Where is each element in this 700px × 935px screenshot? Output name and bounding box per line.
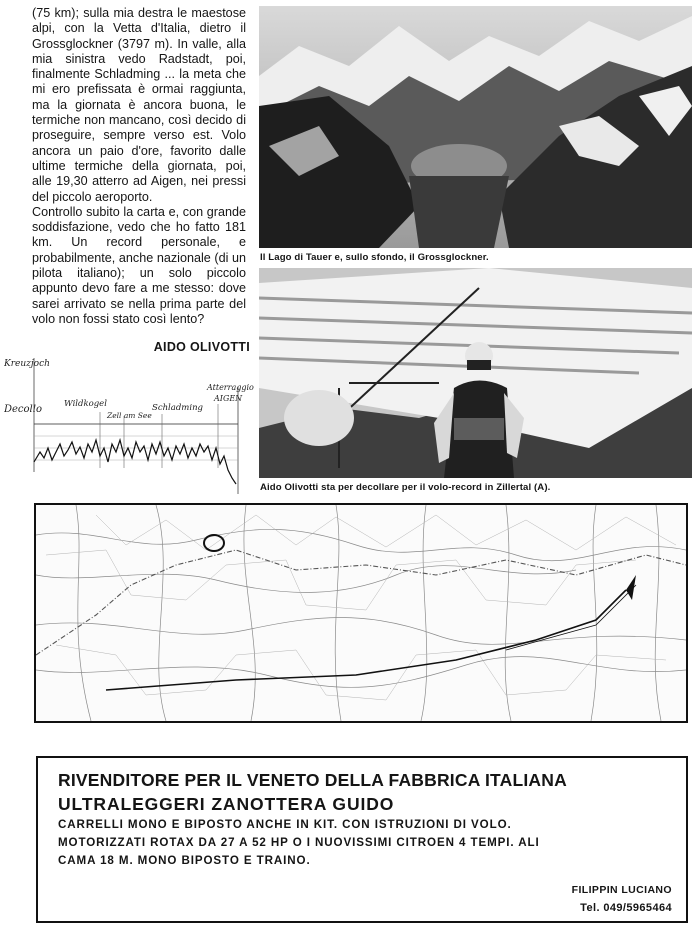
barograph-label-schladming: Schladming [152, 403, 203, 413]
photo-pilot-caption: Aido Olivotti sta per decollare per il volo-record in Zillertal (A). [260, 482, 551, 493]
advertisement-box [36, 756, 688, 923]
ad-company: ULTRALEGGERI ZANOTTERA GUIDO [58, 794, 395, 814]
photo-lake-mountains-image [259, 6, 692, 248]
article-paragraph-1: (75 km); sulla mia destra le maestose alpi, con la Vetta d'Italia, dietro il Grossglockner (3797 m). In valle, alla mia sinistra vedo Radstadt, poi, finalmente Schladming ... la meta che mi ero prefissata è ormai raggiunta, ma la giornata è ancora buona, le termiche non mancano, così decido di proseguire, sempre verso est. Volo ancora un paio d'ore, favorito dalle ultime termiche della giornata, poi, alle 19,30 atterro ad Aigen, nei pressi del piccolo aeroporto. [32, 6, 246, 204]
ad-contact-name: FILIPPIN LUCIANO [571, 884, 672, 896]
barograph-label-atterraggio: Atterraggio [207, 383, 254, 392]
article-author: AIDO OLIVOTTI [153, 340, 250, 354]
flight-route-map [34, 503, 688, 723]
article-paragraph-2: Controllo subito la carta e, con grande soddisfazione, vedo che ho fatto 181 km. Un record personale, e probabilmente, anche nazionale (di un pilota italiano); un solo piccolo appunto devo fare a me stesso: dove sarei arrivato se nella prima parte del volo non fossi stato così lento? [32, 204, 246, 326]
route-map-image [36, 505, 686, 721]
photo-hang-glider-pilot [259, 268, 692, 478]
photo-lake-mountains [259, 6, 692, 248]
barograph-label-aigen: AIGEN [214, 394, 243, 403]
article-text [32, 6, 246, 327]
ad-text-line-2: MOTORIZZATI ROTAX DA 27 A 52 HP O I NUOVISSIMI CITROEN 4 TEMPI. ALI [58, 836, 540, 849]
ad-text-line-3: CAMA 18 M. MONO BIPOSTO E TRAINO. [58, 854, 311, 867]
barograph-label-kreuzjoch: Kreuzjoch [4, 359, 50, 369]
barograph-label-decollo: Decollo [4, 404, 42, 415]
photo-hang-glider-image [259, 268, 692, 478]
barograph-chart [4, 352, 254, 497]
barograph-label-wildkogel: Wildkogel [64, 399, 107, 409]
ad-headline: RIVENDITORE PER IL VENETO DELLA FABBRICA ITALIANA [58, 770, 567, 790]
photo-lake-caption: Il Lago di Tauer e, sullo sfondo, il Grossglockner. [260, 252, 489, 263]
ad-text-line-1: CARRELLI MONO E BIPOSTO ANCHE IN KIT. CON ISTRUZIONI DI VOLO. [58, 818, 512, 831]
barograph-label-zell: Zell am See [107, 411, 152, 420]
ad-contact-phone: Tel. 049/5965464 [580, 902, 672, 914]
